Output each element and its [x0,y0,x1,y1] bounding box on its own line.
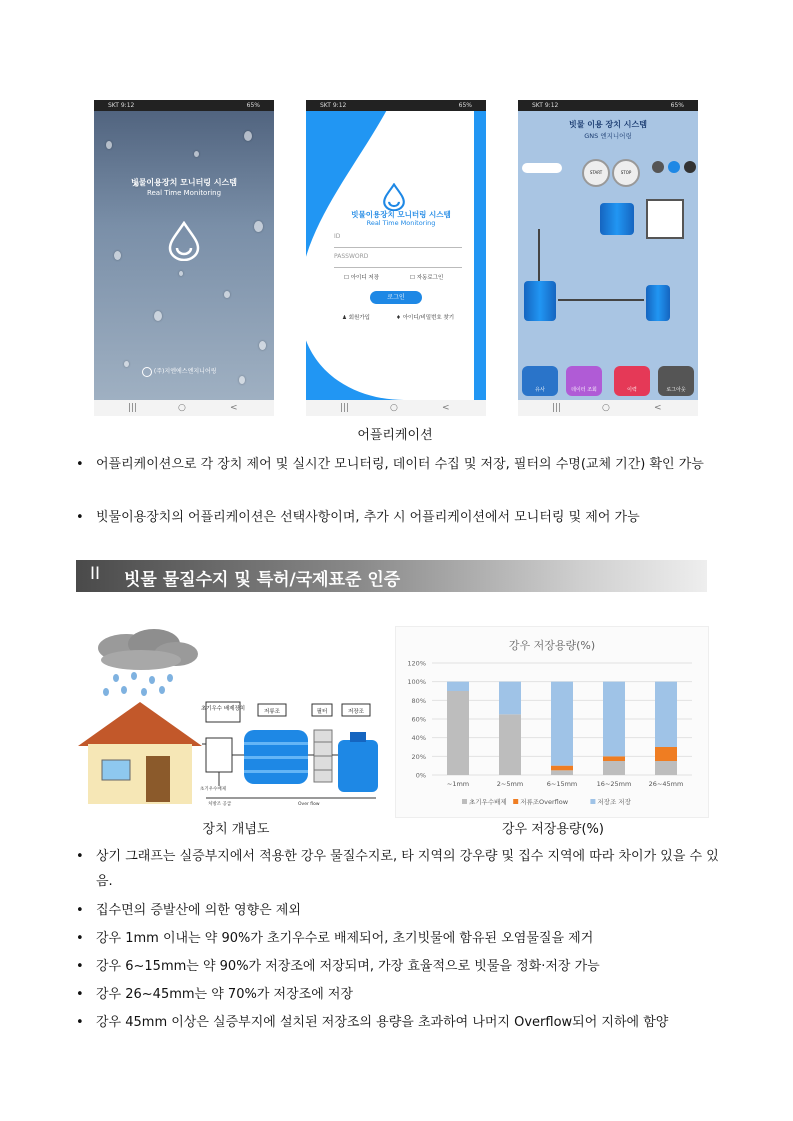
auto-login-checkbox[interactable]: ☐ 자동로그인 [410,275,444,281]
label-storage-tank: 저류조 [264,709,280,715]
chart-caption: 강우 저장용량(%) [502,822,604,837]
rainfall-storage-chart [395,626,709,818]
login-subtitle: Real Time Monitoring [366,219,436,227]
home-button[interactable]: ○ [602,403,610,413]
android-nav-bar [94,400,274,416]
legend-swatch [513,799,518,804]
bar-segment [499,682,521,715]
bullet-item: • 강우 26~45mm는 약 70%가 저장조에 저장 [76,982,726,1007]
card-label: 데이터 조회 [571,387,597,393]
legend-label: 저장조 저장 [597,798,631,806]
find-account-link[interactable]: ♦ 아이디/비밀번호 찾기 [396,315,455,321]
splash-subtitle: Real Time Monitoring [146,189,222,197]
home-button[interactable]: ○ [178,403,186,413]
home-button[interactable]: ○ [390,403,398,413]
status-bar [94,100,274,111]
company-logo [142,366,262,377]
recent-apps-button[interactable]: ||| [128,403,138,413]
reservoir-tank-icon [338,740,378,792]
legend-swatch [462,799,467,804]
section-title: 빗물 물질수지 및 특허/국제표준 인증 [124,570,401,590]
bar-segment [499,714,521,775]
start-button[interactable]: START [582,159,610,187]
recent-apps-button[interactable]: ||| [552,403,562,413]
house-icon [78,702,202,804]
bullet-text: 강우 1mm 이내는 약 90%가 초기우수로 배제되어, 초기빗물에 함유된 오염물질을 제거 [96,931,594,946]
status-battery: 65% [670,102,684,109]
legend-swatch [590,799,595,804]
bar-segment [551,770,573,775]
y-tick-label: 120% [407,659,426,668]
info-icon[interactable] [684,161,696,173]
bullet-item: • 빗물이용장치의 어플리케이션은 선택사항이며, 추가 시 어플리케이션에서 모니터링 및 제어 가능 [76,505,726,530]
app-screenshot-dashboard [518,100,698,416]
tank-upper [600,203,634,235]
bar-segment [603,761,625,775]
bar-segment [655,761,677,775]
android-nav-bar [306,400,486,416]
status-bar [306,100,486,111]
diagram-caption: 장치 개념도 [202,822,270,837]
label-first-flush: 초기우수 배제장치 [200,706,246,712]
x-tick-label: 26~45mm [648,780,684,788]
status-carrier: SKT 9:12 [108,102,135,109]
app-menu-card[interactable] [658,366,694,396]
bullet-item: • 강우 1mm 이내는 약 90%가 초기우수로 배제되어, 초기빗물에 함유된 오염물질을 제거 [76,926,726,951]
x-tick-label: 16~25mm [596,780,632,788]
back-button[interactable]: < [230,403,238,413]
filter-box [646,199,684,239]
y-tick-label: 80% [411,696,426,705]
card-label: 로그아웃 [666,387,686,393]
save-id-label: 아이디 저장 [350,275,380,281]
bar-segment [551,766,573,771]
card-label: 이력 [627,387,637,393]
company-name: (주)지엔에스엔지니어링 [153,368,217,375]
android-nav-bar [518,400,698,416]
back-button[interactable]: < [654,403,662,413]
auto-login-label: 자동로그인 [416,275,444,281]
y-tick-label: 0% [415,771,426,780]
raindrops-icon [103,672,173,696]
water-drop-logo-icon [166,221,202,261]
label-first-flush-discharge: 초기우수배제 [200,787,227,792]
rain-cloud-icon [98,629,198,670]
dashboard-screen [518,111,698,400]
login-screen [306,111,486,400]
login-title: 빗물이용장치 모니터링 시스템 [351,210,451,219]
login-button[interactable]: 로그인 [370,291,422,304]
water-drop-logo-icon [380,183,408,211]
bullet-text: 집수면의 증발산에 의한 영향은 제외 [96,903,301,918]
y-tick-label: 60% [411,715,426,724]
app-menu-card[interactable] [614,366,650,396]
phones-caption: 어플리케이션 [357,428,433,443]
legend-label: 초기우수배제 [469,798,507,806]
id-input[interactable]: ID [334,233,462,248]
x-tick-label: 2~5mm [496,780,524,788]
first-flush-device [206,738,232,772]
bullet-item: • 상기 그래프는 실증부지에서 적용한 강우 물질수지로, 타 지역의 강우량 및 집수 지역에 따라 차이가 있을 수 있음. [76,844,726,894]
label-supply: 처방조 공급 [208,802,232,807]
app-menu-card[interactable] [522,366,558,396]
bar-segment [551,682,573,766]
signup-label: 회원가입 [348,315,370,321]
status-battery: 65% [458,102,472,109]
device-concept-diagram [76,628,386,816]
bar-segment [447,691,469,775]
splash-title: 빗물이용장치 모니터링 시스템 [130,178,238,187]
save-id-checkbox[interactable]: ☐ 아이디 저장 [344,275,380,281]
legend-label: 저류조Overflow [520,798,569,806]
bar-segment [603,682,625,757]
card-label: 유사 [535,387,545,393]
tank-lower-left [524,281,556,321]
bar-segment [655,682,677,747]
y-tick-label: 20% [411,752,426,761]
section-number: II [90,564,101,584]
status-carrier: SKT 9:12 [532,102,559,109]
x-tick-label: 6~15mm [546,780,578,788]
splash-screen [94,111,274,400]
pipe [558,299,644,301]
bar-segment [447,682,469,691]
bullet-item: • 강우 45mm 이상은 실증부지에 설치된 저장조의 용량을 초과하여 나머지 Overflow되어 지하에 함양 [76,1010,726,1035]
stop-button[interactable]: STOP [612,159,640,187]
chart-title: 강우 저장용량(%) [508,639,596,652]
status-carrier: SKT 9:12 [320,102,347,109]
bullet-text: 빗물이용장치의 어플리케이션은 선택사항이며, 추가 시 어플리케이션에서 모니터링 및 제어 가능 [96,510,640,525]
y-tick-label: 40% [411,734,426,743]
bullet-text: 강우 6~15mm는 약 90%가 저장조에 저장되며, 가장 효율적으로 빗물을 정화·저장 가능 [96,959,600,974]
label-reservoir: 저장조 [348,709,364,715]
settings-icon[interactable] [652,161,664,173]
bullet-item: • 강우 6~15mm는 약 90%가 저장조에 저장되며, 가장 효율적으로 빗물을 정화·저장 가능 [76,954,726,979]
x-tick-label: ~1mm [446,780,470,788]
bullet-text: 강우 45mm 이상은 실증부지에 설치된 저장조의 용량을 초과하여 나머지 Overflow되어 지하에 함양 [96,1015,669,1030]
app-screenshot-login [306,100,486,416]
status-battery: 65% [246,102,260,109]
auto-toggle[interactable] [522,163,562,173]
password-input[interactable]: PASSWORD [334,253,462,268]
back-button[interactable]: < [442,403,450,413]
bar-segment [603,756,625,761]
bullet-item: • 어플리케이션으로 각 장치 제어 및 실시간 모니터링, 데이터 수집 및 저장, 필터의 수명(교체 기간) 확인 가능 [76,452,726,477]
section-header [76,560,707,592]
bullet-text: 어플리케이션으로 각 장치 제어 및 실시간 모니터링, 데이터 수집 및 저장, 필터의 수명(교체 기간) 확인 가능 [96,457,704,472]
y-tick-label: 100% [407,678,426,687]
status-bar [518,100,698,111]
app-screenshot-splash [94,100,274,416]
bar-segment [655,747,677,761]
app-menu-card[interactable] [566,366,602,396]
pipe-vertical [538,229,540,281]
dashboard-title: 빗물 이용 장치 시스템 [569,120,647,129]
dashboard-subtitle: GNS 엔지니어링 [584,132,632,140]
label-filter: 필터 [316,709,328,715]
bullet-text: 강우 26~45mm는 약 70%가 저장조에 저장 [96,987,353,1002]
company-logo-icon [142,367,152,377]
label-overflow: Over flow [298,802,320,807]
tank-lower-right [646,285,670,321]
signup-link[interactable]: ♟ 회원가입 [342,315,370,321]
chart-svg [396,627,708,817]
bullet-item: • 집수면의 증발산에 의한 영향은 제외 [76,898,726,923]
recent-apps-button[interactable]: ||| [340,403,350,413]
find-account-label: 아이디/비밀번호 찾기 [402,315,455,321]
save-icon[interactable] [668,161,680,173]
bullet-text: 상기 그래프는 실증부지에서 적용한 강우 물질수지로, 타 지역의 강우량 및 집수 지역에 따라 차이가 있을 수 있음. [96,849,719,889]
